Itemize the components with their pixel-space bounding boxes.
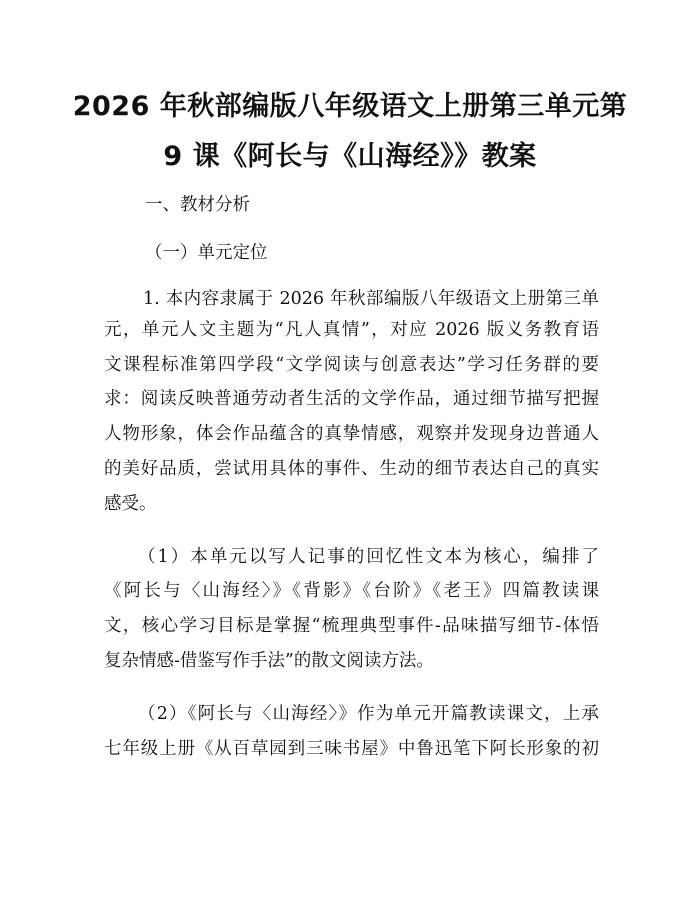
paragraph-1-line-2: 元，单元人文主题为“凡人真情”，对应 2026 版义务教育语 [104, 320, 599, 340]
paragraph-3-line-2: 七年级上册《从百草园到三味书屋》中鲁迅笔下阿长形象的初 [104, 739, 599, 759]
document-title-line-2: 9 课《阿长与《山海经》》教案 [163, 141, 537, 172]
paragraph-2-line-2: 《阿长与〈山海经〉》《背影》《台阶》《老王》四篇教读课 [104, 581, 599, 601]
paragraph-2-line-4: 复杂情感-借鉴写作手法”的散文阅读方法。 [104, 651, 434, 671]
paragraph-3-line-1: （2）《阿长与〈山海经〉》作为单元开篇教读课文，上承 [138, 704, 599, 724]
paragraph-1-line-7: 感受。 [104, 494, 157, 514]
paragraph-1-line-3: 文课程标准第四学段“文学阅读与创意表达”学习任务群的要 [104, 355, 599, 375]
paragraph-2-line-3: 文，核心学习目标是掌握“梳理典型事件-品味描写细节-体悟 [104, 616, 599, 636]
document-title-line-1: 2026 年秋部编版八年级语文上册第三单元第 [72, 91, 628, 122]
paragraph-1-line-5: 人物形象，体会作品蕴含的真挚情感，观察并发现身边普通人 [104, 424, 599, 444]
paragraph-1-line-4: 求：阅读反映普通劳动者生活的文学作品，通过细节描写把握 [104, 389, 599, 409]
paragraph-2-line-1: （1）本单元以写人记事的回忆性文本为核心，编排了 [138, 547, 599, 567]
paragraph-1-line-6: 的美好品质，尝试用具体的事件、生动的细节表达自己的真实 [104, 459, 599, 479]
paragraph-1-line-1: 1. 本内容隶属于 2026 年秋部编版八年级语文上册第三单 [143, 289, 599, 309]
section-heading: 一、教材分析 [145, 195, 250, 215]
subsection-heading: （一）单元定位 [145, 243, 268, 263]
